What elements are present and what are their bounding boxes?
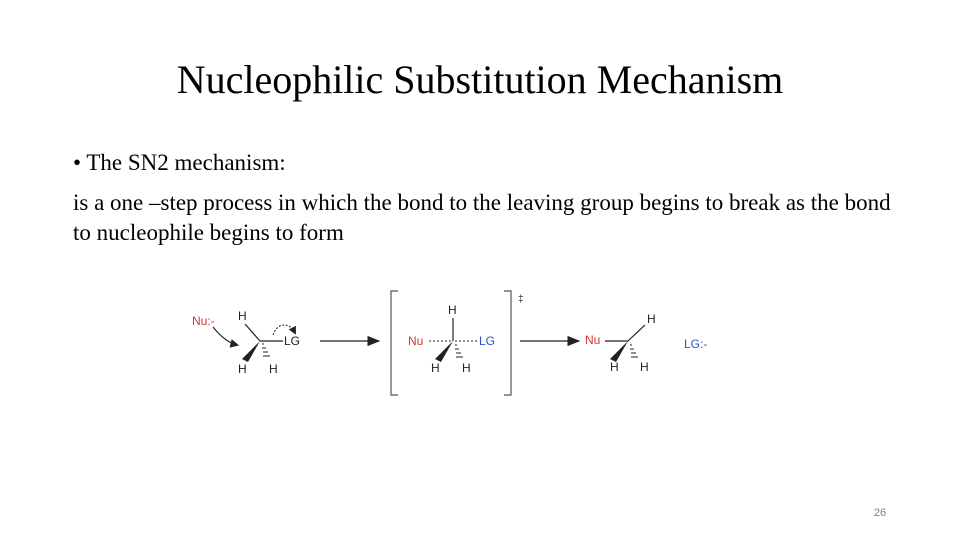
product-bond-top bbox=[628, 325, 645, 341]
reactant-bond-top bbox=[245, 324, 260, 341]
slide-number: 26 bbox=[873, 507, 887, 519]
slide-title: Nucleophilic Substitution Mechanism bbox=[176, 57, 784, 102]
bracket-left bbox=[391, 291, 398, 395]
nucleophile-attack-arrow bbox=[213, 327, 237, 345]
reactant-h-bottom-left: H bbox=[238, 362, 247, 376]
ts-lg-label: LG bbox=[479, 334, 496, 348]
bullet-sn2-heading: • The SN2 mechanism: bbox=[73, 150, 286, 175]
reactant-hash-bond bbox=[262, 344, 270, 356]
product-h-bottom-left: H bbox=[610, 360, 619, 374]
sn2-mechanism-diagram bbox=[185, 285, 745, 405]
ts-h-top: H bbox=[448, 303, 457, 317]
product-h-top: H bbox=[647, 312, 656, 326]
bracket-right bbox=[504, 291, 511, 395]
product-h-bottom-right: H bbox=[640, 360, 649, 374]
transition-dagger: ‡ bbox=[518, 294, 524, 305]
reactant-wedge-bond bbox=[242, 341, 260, 362]
reactant-h-top: H bbox=[238, 309, 247, 323]
ts-h-bottom-left: H bbox=[431, 361, 440, 375]
nucleophile-label: Nu:- bbox=[192, 314, 215, 328]
ts-hash-bond bbox=[455, 345, 463, 357]
product-group bbox=[585, 312, 707, 374]
product-nu-label: Nu bbox=[585, 333, 601, 347]
reactant-group bbox=[192, 309, 300, 376]
product-hash-bond bbox=[630, 345, 638, 357]
ts-wedge-bond bbox=[435, 341, 453, 362]
product-wedge-bond bbox=[610, 341, 628, 362]
reactant-h-bottom-right: H bbox=[269, 362, 278, 376]
ts-nu-label: Nu bbox=[408, 334, 424, 348]
body-paragraph: is a one –step process in which the bond to the leaving group begins to break as the bond to nucleophile begins to form bbox=[73, 190, 891, 245]
ts-h-bottom-right: H bbox=[462, 361, 471, 375]
reactant-leaving-group: LG bbox=[284, 334, 301, 348]
leaving-group-ion-label: LG:- bbox=[684, 337, 708, 351]
transition-state-group bbox=[391, 291, 524, 395]
